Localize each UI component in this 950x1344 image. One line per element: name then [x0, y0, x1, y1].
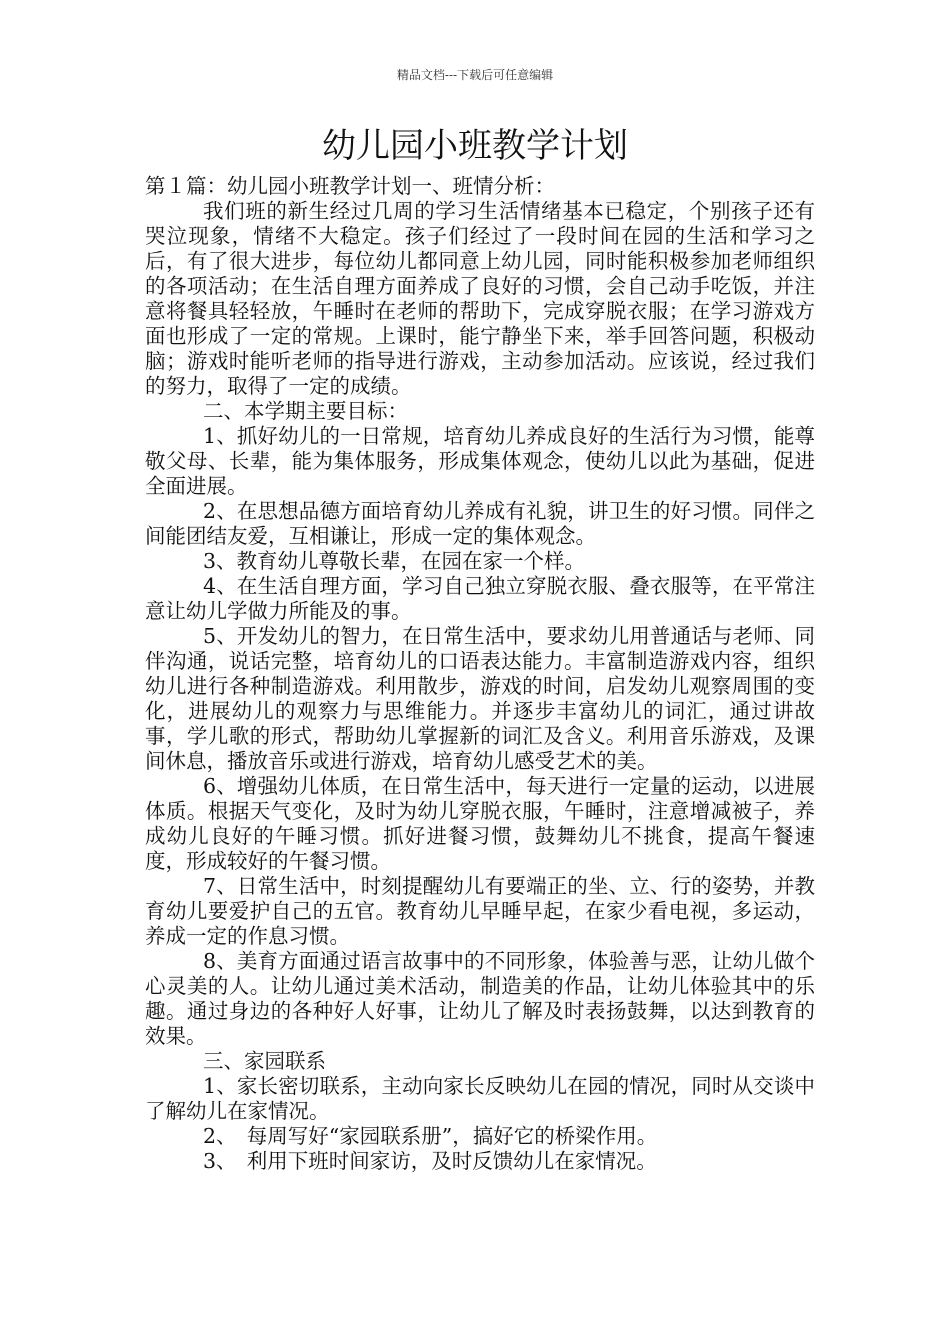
paragraph-class-analysis: 我们班的新生经过几周的学习生活情绪基本已稳定，个别孩子还有哭泣现象，情绪不大稳定。孩子们经过了一段时间在园的生活和学习之后，有了很大进步，每位幼儿都同意上幼儿园，同时能积极参加老师组织的各项活动；在生活自理方面养成了良好的习惯，会自己动手吃饭，并注意将餐具轻轻放，午睡时在老师的帮助下，完成穿脱衣服；在学习游戏方面也形成了一定的常规。上课时，能宁静坐下来，举手回答问题，积极动脑；游戏时能听老师的指导进行游戏，主动参加活动。应该说，经过我们的努力，取得了一定的成绩。: [145, 199, 815, 398]
paragraph-goal-2: 2、在思想品德方面培育幼儿养成有礼貌，讲卫生的好习惯。同伴之间能团结友爱，互相谦让，形成一定的集体观念。: [145, 499, 815, 548]
paragraph-contact-2: 2、 每周写好“家园联系册”，搞好它的桥梁作用。: [203, 1124, 658, 1148]
paragraph-goal-6: 6、增强幼儿体质，在日常生活中，每天进行一定量的运动，以进展体质。根据天气变化，及时为幼儿穿脱衣服，午睡时，注意增减被子，养成幼儿良好的午睡习惯。抓好进餐习惯，鼓舞幼儿不挑食，提高午餐速度，形成较好的午餐习惯。: [145, 774, 815, 873]
paragraph-goal-7: 7、日常生活中，时刻提醒幼儿有要端正的坐、立、行的姿势，并教育幼儿要爱护自己的五官。教育幼儿早睡早起，在家少看电视，多运动，养成一定的作息习惯。: [145, 874, 815, 948]
paragraph-goal-4: 4、在生活自理方面，学习自己独立穿脱衣服、叠衣服等，在平常注意让幼儿学做力所能及的事。: [145, 574, 815, 623]
paragraph-goal-1: 1、抓好幼儿的一日常规，培育幼儿养成良好的生活行为习惯，能尊敬父母、长辈，能为集体服务，形成集体观念，使幼儿以此为基础，促进全面进展。: [145, 424, 815, 498]
paragraph-goal-8: 8、美育方面通过语言故事中的不同形象，体验善与恶，让幼儿做个心灵美的人。让幼儿通过美术活动，制造美的作品，让幼儿体验其中的乐趣。通过身边的各种好人好事，让幼儿了解及时表扬鼓舞，以达到教育的效果。: [145, 949, 815, 1048]
paragraph-section-1-heading: 第１篇：幼儿园小班教学计划一、班情分析：: [145, 174, 555, 198]
document-body: [145, 174, 815, 1174]
paragraph-section-3-heading: 三、家园联系: [203, 1049, 326, 1073]
paragraph-contact-1: 1、家长密切联系，主动向家长反映幼儿在园的情况，同时从交谈中了解幼儿在家情况。: [145, 1074, 815, 1123]
header-note: 精品文档---下载后可任意编辑: [396, 68, 554, 82]
paragraph-contact-3: 3、 利用下班时间家访，及时反馈幼儿在家情况。: [203, 1149, 657, 1173]
document-title: 幼儿园小班教学计划: [322, 126, 628, 166]
paragraph-goal-3: 3、教育幼儿尊敬长辈，在园在家一个样。: [203, 549, 586, 573]
paragraph-goal-5: 5、开发幼儿的智力，在日常生活中，要求幼儿用普通话与老师、同伴沟通，说话完整，培育幼儿的口语表达能力。丰富制造游戏内容，组织幼儿进行各种制造游戏。利用散步，游戏的时间，启发幼儿观察周围的变化，进展幼儿的观察力与思维能力。并逐步丰富幼儿的词汇，通过讲故事，学儿歌的形式，帮助幼儿掌握新的词汇及含义。利用音乐游戏，及课间休息，播放音乐或进行游戏，培育幼儿感受艺术的美。: [145, 624, 815, 773]
paragraph-section-2-heading: 二、本学期主要目标：: [203, 399, 408, 423]
